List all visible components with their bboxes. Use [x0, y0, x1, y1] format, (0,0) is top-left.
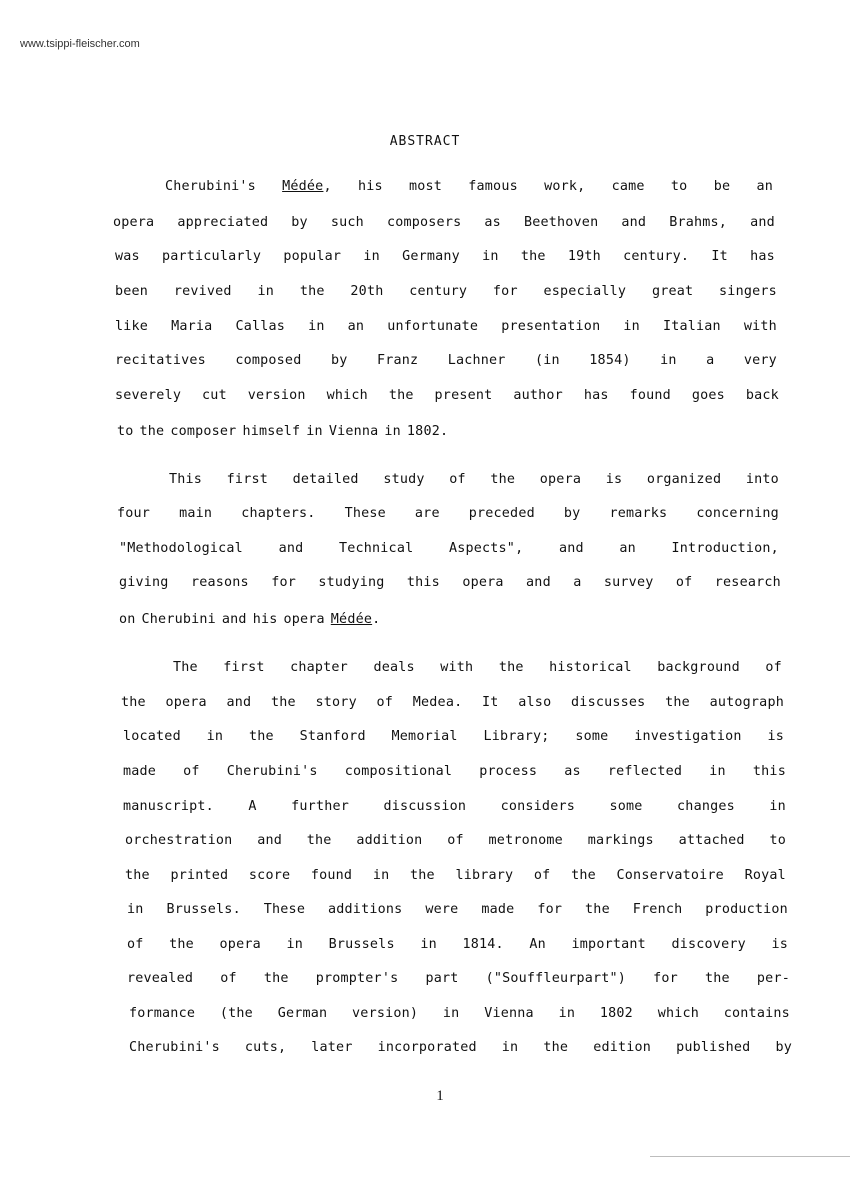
- text-line: of the opera in Brussels in 1814. An important discovery is: [127, 937, 788, 952]
- scan-artifact-line: [650, 1156, 850, 1157]
- text-line: giving reasons for studying this opera and a survey of research: [119, 575, 781, 590]
- text-line: made of Cherubini's compositional process as reflected in this: [123, 764, 786, 779]
- source-url: www.tsippi-fleischer.com: [20, 38, 140, 50]
- text-line: orchestration and the addition of metronome markings attached to: [125, 833, 786, 848]
- text-line: This first detailed study of the opera is organized into: [169, 472, 779, 487]
- text-line: "Methodological and Technical Aspects", and an Introduction,: [119, 541, 779, 556]
- text-line: located in the Stanford Memorial Library; some investigation is: [123, 729, 784, 744]
- text-line: the opera and the story of Medea. It also discusses the autograph: [121, 695, 784, 710]
- text-line: formance (the German version) in Vienna in 1802 which contains: [129, 1006, 790, 1021]
- text-line: manuscript. A further discussion considers some changes in: [123, 799, 786, 814]
- text-line: been revived in the 20th century for especially great singers: [115, 284, 777, 299]
- text-line: like Maria Callas in an unfortunate presentation in Italian with: [115, 319, 777, 334]
- text-line: on Cherubini and his opera Médée.: [119, 612, 381, 627]
- text-line: the printed score found in the library of the Conservatoire Royal: [125, 868, 786, 883]
- text-line: was particularly popular in Germany in the 19th century. It has: [115, 249, 775, 264]
- text-line: four main chapters. These are preceded by remarks concerning: [117, 506, 779, 521]
- text-line: severely cut version which the present author has found goes back: [115, 388, 779, 403]
- text-line: The first chapter deals with the historical background of: [173, 660, 782, 675]
- abstract-title: ABSTRACT: [389, 134, 461, 149]
- text-line: recitatives composed by Franz Lachner (in 1854) in a very: [115, 353, 777, 368]
- text-line: to the composer himself in Vienna in 1802.: [117, 424, 449, 439]
- text-line: in Brussels. These additions were made for the French production: [127, 902, 788, 917]
- text-line: Cherubini's Médée, his most famous work, came to be an: [165, 179, 773, 194]
- text-line: revealed of the prompter's part ("Souffleurpart") for the per-: [127, 971, 790, 986]
- page-number: 1: [436, 1088, 444, 1104]
- text-line: Cherubini's cuts, later incorporated in the edition published by: [129, 1040, 792, 1055]
- text-line: opera appreciated by such composers as Beethoven and Brahms, and: [113, 215, 775, 230]
